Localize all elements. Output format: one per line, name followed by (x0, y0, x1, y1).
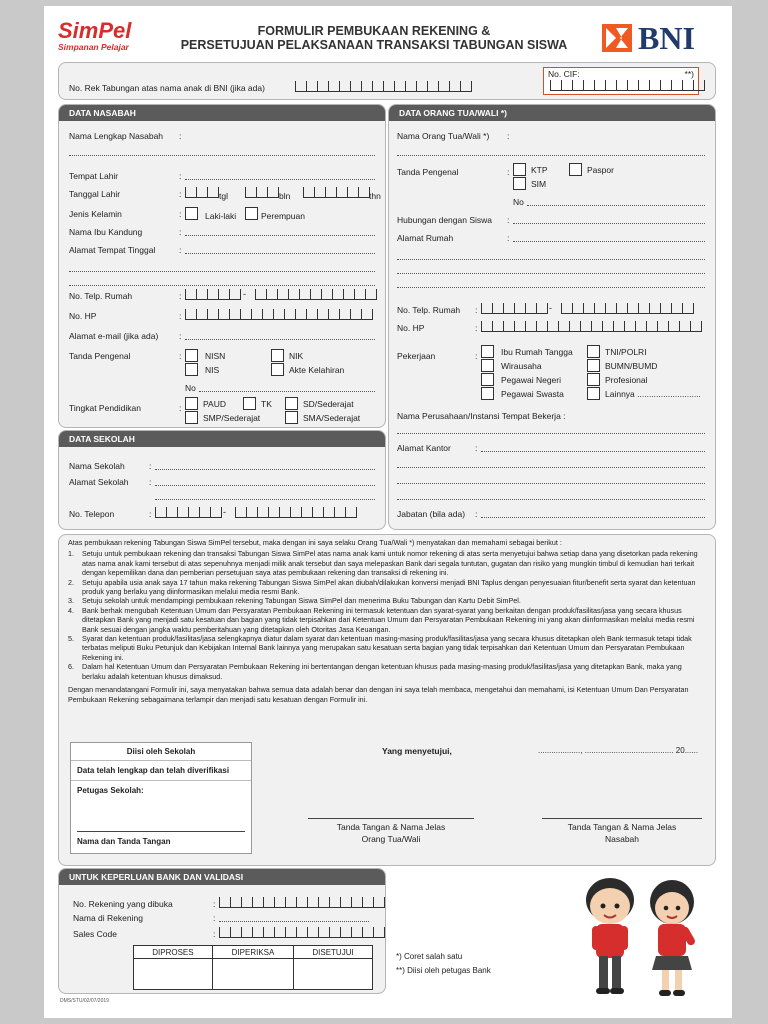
jabatan-line[interactable] (481, 509, 705, 518)
pekerjaan-label: Pekerjaan (397, 351, 436, 361)
ortu-hp-boxes[interactable] (481, 321, 702, 332)
lainnya-label: Lainnya ........................... (605, 389, 701, 399)
account-row (58, 62, 716, 100)
pns-label: Pegawai Negeri (501, 375, 562, 385)
cif-box (543, 67, 699, 95)
terms-item (68, 662, 704, 681)
diperiksa-cell[interactable] (212, 959, 293, 990)
alamat-tinggal-label: Alamat Tempat Tinggal (69, 245, 156, 255)
tni-label: TNI/POLRI (605, 347, 647, 357)
simpel-logo (58, 20, 148, 60)
terms-item-text: Setuju sekolah untuk mendampingi pembukaan rekening Tabungan Siswa SimPel dan menerima Buku Tabungan dan Kartu Debit SimPel. (82, 596, 521, 606)
nama-rekening-label: Nama di Rekening (73, 913, 143, 923)
colon: : (475, 509, 478, 519)
nama-ortu-label: Nama Orang Tua/Wali *) (397, 131, 490, 141)
ortu-pengenal-no-line[interactable] (527, 197, 705, 206)
colon: : (179, 131, 182, 141)
alamat-kantor-label: Alamat Kantor (397, 443, 451, 453)
ortu-hp-label: No. HP (397, 323, 425, 333)
colon: : (179, 209, 182, 219)
ttd-ortu-label-2: Orang Tua/Wali (361, 834, 421, 844)
thn-boxes[interactable] (303, 187, 370, 198)
colon: : (507, 131, 510, 141)
form-title-line1: FORMULIR PEMBUKAAN REKENING & (257, 24, 491, 38)
jabatan-label: Jabatan (bila ada) (397, 509, 466, 519)
terms-text (68, 538, 704, 704)
ortu-sign-line[interactable] (308, 818, 474, 819)
pengenal-no-line[interactable] (199, 383, 375, 392)
terms-item-text: Setuju apabila usia anak saya 17 tahun maka rekening Tabungan Siswa SimPel akan diubah/dilakukan konversi menjadi BNI Taplus dengan penyesuaian fitur/benefit serta syarat dan ketentuan produk yang berlaku yang diinformasikan melalui media resmi Bank. (82, 577, 696, 597)
lainnya-checkbox[interactable] (587, 387, 600, 400)
nama-lengkap-line[interactable] (69, 147, 375, 156)
diperiksa-header: DIPERIKSA (212, 946, 293, 959)
nama-rekening-line[interactable] (219, 913, 369, 922)
perempuan-label: Perempuan (261, 211, 305, 221)
ortu-pengenal-label: Tanda Pengenal (397, 167, 459, 177)
colon: : (179, 331, 182, 341)
nasabah-sign-line[interactable] (542, 818, 702, 819)
alamat-tinggal-line[interactable] (185, 245, 375, 254)
paspor-checkbox[interactable] (569, 163, 582, 176)
form-title-line2: PERSETUJUAN PELAKSANAAN TRANSAKSI TABUNGAN SISWA (180, 38, 568, 52)
colon: : (179, 403, 182, 413)
bumn-checkbox[interactable] (587, 359, 600, 372)
alamat-kantor-line-4[interactable] (397, 491, 705, 500)
alamat-tinggal-line-2[interactable] (69, 263, 375, 272)
alamat-rumah-line[interactable] (513, 233, 705, 242)
cif-label: No. CIF: (548, 69, 580, 79)
nisn-checkbox[interactable] (185, 349, 198, 362)
nama-perusahaan-label: Nama Perusahaan/Instansi Tempat Bekerja : (397, 411, 566, 421)
colon: : (475, 351, 478, 361)
wirausaha-checkbox[interactable] (481, 359, 494, 372)
data-lengkap-label: Data telah lengkap dan telah diverifikasi (71, 761, 251, 781)
sd-label: SD/Sederajat (303, 399, 354, 409)
date-line[interactable]: ..................., ........................................ 20...... (538, 746, 699, 755)
form-sheet (44, 6, 732, 1018)
paud-checkbox[interactable] (185, 397, 198, 410)
colon: : (149, 461, 152, 471)
data-ortu-header: DATA ORANG TUA/WALI *) (389, 105, 715, 121)
note-coret: *) Coret salah satu (396, 952, 463, 961)
rek-tabungan-label: No. Rek Tabungan atas nama anak di BNI (jika ada) (69, 83, 265, 93)
nama-ibu-line[interactable] (185, 227, 375, 236)
terms-number: 1. (68, 549, 74, 559)
bni-logo (602, 22, 718, 54)
email-line[interactable] (185, 331, 375, 340)
no-hp-boxes[interactable] (185, 309, 373, 320)
sd-checkbox[interactable] (285, 397, 298, 410)
colon: : (179, 311, 182, 321)
sim-checkbox[interactable] (513, 177, 526, 190)
jenis-kelamin-label: Jenis Kelamin (69, 209, 122, 219)
tingkat-pendidikan-label: Tingkat Pendidikan (69, 403, 141, 413)
cif-mark: **) (684, 69, 694, 79)
tk-label: TK (261, 399, 272, 409)
tanggal-lahir-label: Tanggal Lahir (69, 189, 121, 199)
ortu-pengenal-no-label: No (513, 197, 524, 207)
alamat-sekolah-label: Alamat Sekolah (69, 477, 129, 487)
swasta-label: Pegawai Swasta (501, 389, 564, 399)
note-petugas: **) Diisi oleh petugas Bank (396, 966, 491, 975)
no-telepon-label: No. Telepon (69, 509, 115, 519)
thn-label: thn (369, 191, 381, 201)
alamat-sekolah-line[interactable] (155, 477, 375, 486)
pns-checkbox[interactable] (481, 373, 494, 386)
nama-ibu-label: Nama Ibu Kandung (69, 227, 143, 237)
colon: : (149, 477, 152, 487)
ktp-label: KTP (531, 165, 548, 175)
ortu-telp-area-boxes[interactable] (481, 303, 548, 314)
boy-mascot-icon (586, 878, 634, 994)
perempuan-checkbox[interactable] (245, 207, 258, 220)
ibu-rt-label: Ibu Rumah Tangga (501, 347, 573, 357)
terms-intro: Atas pembukaan rekening Tabungan Siswa SimPel tersebut, maka dengan ini saya selaku Orang Tua/Wali *) menyatakan dan memahami sebagai berikut : (68, 538, 562, 547)
sekolah-telp-number-boxes[interactable] (235, 507, 357, 518)
sim-label: SIM (531, 179, 547, 189)
terms-item-text: Syarat dan ketentuan produk/fasilitas/jasa selengkapnya diatur dalam syarat dan ketentuan masing-masing produk/fasilitas/jasa yang secara khusus ditetapkan oleh Bank termasuk tetapi tidak terbatas meliputi Buku Petunjuk dan Kebijakan Internal Bank lainnya yang merupakan satu kesatuan serta bagian yang tidak terpisahkan dari Ketentuan Umum dan Persyaratan Pembukaan Rekening ini. (82, 634, 692, 662)
ibu-rt-checkbox[interactable] (481, 345, 494, 358)
student-mascots-illustration (552, 872, 732, 1012)
form-code: DMS/STU/02/07/2019 (60, 998, 109, 1004)
ttd-ortu-label-1: Tanda Tangan & Nama Jelas (336, 822, 446, 832)
no-rekening-label: No. Rekening yang dibuka (73, 899, 173, 909)
colon: : (213, 899, 216, 909)
profesional-label: Profesional (605, 375, 648, 385)
bank-use-header: UNTUK KEPERLUAN BANK DAN VALIDASI (59, 869, 385, 885)
disetujui-cell[interactable] (294, 959, 373, 990)
colon: : (179, 291, 182, 301)
terms-item (68, 606, 704, 634)
cif-boxes[interactable] (550, 80, 705, 91)
diproses-cell[interactable] (134, 959, 213, 990)
no-hp-label: No. HP (69, 311, 97, 321)
terms-number: 6. (68, 662, 74, 672)
terms-item (68, 549, 704, 577)
rek-tabungan-boxes[interactable] (295, 81, 472, 92)
petugas-label: Petugas Sekolah: (77, 786, 144, 795)
terms-number: 2. (68, 577, 74, 587)
paud-label: PAUD (203, 399, 226, 409)
bln-boxes[interactable] (245, 187, 279, 198)
form-title (174, 24, 574, 52)
data-sekolah-header: DATA SEKOLAH (59, 431, 385, 447)
colon: : (213, 929, 216, 939)
telp-number-boxes[interactable] (255, 289, 377, 300)
girl-mascot-icon (650, 880, 696, 996)
data-nasabah-panel (58, 104, 386, 428)
alamat-rumah-line-2[interactable] (397, 251, 705, 260)
paspor-label: Paspor (587, 165, 614, 175)
dash: - (549, 303, 552, 313)
terms-item (68, 634, 704, 662)
sma-checkbox[interactable] (285, 411, 298, 424)
nama-ttd-label: Nama dan Tanda Tangan (77, 837, 171, 846)
tk-checkbox[interactable] (243, 397, 256, 410)
colon: : (507, 215, 510, 225)
colon: : (179, 189, 182, 199)
akte-label: Akte Kelahiran (289, 365, 345, 375)
data-sekolah-panel (58, 430, 386, 530)
nama-lengkap-label: Nama Lengkap Nasabah (69, 131, 164, 141)
dash: - (243, 289, 246, 299)
alamat-kantor-line-3[interactable] (397, 475, 705, 484)
terms-item-text: Dalam hal Ketentuan Umum dan Persyaratan Pembukaan Rekening ini bertentangan dengan ketentuan khusus pada masing-masing produk/fasilitas/jasa yang ditetapkan Bank, maka yang berlaku adalah ketentuan khusus dimaksud. (82, 662, 682, 681)
laki-checkbox[interactable] (185, 207, 198, 220)
terms-closing: Dengan menandatangani Formulir ini, saya menyatakan bahwa semua data adalah benar dan dengan ini saya telah membaca, mengetahui dan memahami, isi Ketentuan Umum Dan Persyaratan Pembukaan Rekening sebagaimana terlampir dan menjadi satu kesatuan dengan Formulir ini. (68, 685, 689, 704)
bank-use-panel (58, 868, 386, 994)
terms-number: 5. (68, 634, 74, 644)
sales-code-label: Sales Code (73, 929, 117, 939)
ktp-checkbox[interactable] (513, 163, 526, 176)
laki-label: Laki-laki (205, 211, 237, 221)
colon: : (149, 509, 152, 519)
telp-rumah-label: No. Telp. Rumah (69, 291, 133, 301)
yang-menyetujui-label: Yang menyetujui, (382, 746, 452, 756)
validation-table (133, 945, 373, 990)
colon: : (507, 233, 510, 243)
terms-number: 4. (68, 605, 74, 615)
ttd-nasabah-label-2: Nasabah (604, 834, 640, 844)
terms-number: 3. (68, 596, 74, 606)
nama-sekolah-label: Nama Sekolah (69, 461, 125, 471)
alamat-rumah-line-3[interactable] (397, 265, 705, 274)
bni-logo-mark-icon (602, 24, 632, 52)
hubungan-line[interactable] (513, 215, 705, 224)
diproses-header: DIPROSES (134, 946, 213, 959)
bni-logo-text: BNI (638, 20, 695, 56)
dash: - (223, 507, 226, 517)
bln-label: bln (279, 191, 291, 201)
tempat-lahir-label: Tempat Lahir (69, 171, 119, 181)
petugas-sign-line[interactable] (77, 831, 245, 832)
nama-perusahaan-line[interactable] (397, 425, 705, 434)
nis-label: NIS (205, 365, 220, 375)
colon: : (213, 913, 216, 923)
nisn-label: NISN (205, 351, 226, 361)
sekolah-telp-area-boxes[interactable] (155, 507, 222, 518)
nama-sekolah-line[interactable] (155, 461, 375, 470)
akte-checkbox[interactable] (271, 363, 284, 376)
data-nasabah-header: DATA NASABAH (59, 105, 385, 121)
profesional-checkbox[interactable] (587, 373, 600, 386)
ttd-nasabah-label-1: Tanda Tangan & Nama Jelas (567, 822, 677, 832)
alamat-kantor-line[interactable] (481, 443, 705, 452)
sma-label: SMA/Sederajat (303, 413, 361, 423)
alamat-sekolah-line-2[interactable] (155, 491, 375, 500)
colon: : (475, 323, 478, 333)
no-rekening-boxes[interactable] (219, 897, 385, 908)
colon: : (507, 167, 510, 177)
nik-label: NIK (289, 351, 304, 361)
diisi-sekolah-label: Diisi oleh Sekolah (71, 743, 251, 761)
terms-item (68, 578, 704, 597)
nis-checkbox[interactable] (185, 363, 198, 376)
disetujui-header: DISETUJUI (294, 946, 373, 959)
simpel-logo-subtext: Simpanan Pelajar (58, 42, 129, 52)
terms-item-text: Bank berhak mengubah Ketentuan Umum dan Persyaratan Pembukaan Rekening ini termasuk ketentuan dan syarat-syarat yang berkaitan dengan produk/fasilitas/jasa yang secara khusus ditetapkan Bank yang menjadi satu kesatuan dan bagian yang tidak terpisahkan dari Ketentuan Umum dan Persyaratan Pembukaan Rekening ini yang akan diinformasikan melalui media resmi Bank sesuai dengan jangka waktu pemberitahuan yang ditetapkan oleh Otoritas Jasa Keuangan. (82, 605, 695, 634)
tni-checkbox[interactable] (587, 345, 600, 358)
ortu-telp-number-boxes[interactable] (561, 303, 694, 314)
alamat-tinggal-line-3[interactable] (69, 277, 375, 286)
tgl-boxes[interactable] (185, 187, 219, 198)
simpel-logo-text: SimPel (58, 18, 132, 43)
telp-area-boxes[interactable] (185, 289, 241, 300)
smp-label: SMP/Sederajat (203, 413, 261, 423)
ortu-telp-label: No. Telp. Rumah (397, 305, 461, 315)
alamat-rumah-line-4[interactable] (397, 279, 705, 288)
email-label: Alamat e-mail (jika ada) (69, 331, 159, 341)
nik-checkbox[interactable] (271, 349, 284, 362)
nama-ortu-line[interactable] (397, 147, 705, 156)
data-ortu-panel (388, 104, 716, 530)
hubungan-label: Hubungan dengan Siswa (397, 215, 492, 225)
colon: : (475, 443, 478, 453)
smp-checkbox[interactable] (185, 411, 198, 424)
terms-item (68, 596, 704, 605)
swasta-checkbox[interactable] (481, 387, 494, 400)
wirausaha-label: Wirausaha (501, 361, 542, 371)
colon: : (179, 245, 182, 255)
colon: : (179, 351, 182, 361)
tanda-pengenal-label: Tanda Pengenal (69, 351, 131, 361)
alamat-rumah-label: Alamat Rumah (397, 233, 454, 243)
alamat-kantor-line-2[interactable] (397, 459, 705, 468)
colon: : (475, 305, 478, 315)
colon: : (179, 171, 182, 181)
pengenal-no-label: No (185, 383, 196, 393)
sales-code-boxes[interactable] (219, 927, 385, 938)
colon: : (179, 227, 182, 237)
tempat-lahir-line[interactable] (185, 171, 375, 180)
school-verify-box (70, 742, 252, 854)
bumn-label: BUMN/BUMD (605, 361, 658, 371)
terms-item-text: Setuju untuk pembukaan rekening dan transaksi Tabungan Siswa SimPel atas nama anak kami untuk nomor rekening di atas serta menyetujui bahwa setiap dana yang disetorkan pada rekening atas nama anak kami tersebut di atas sepenuhnya menjadi milik anak tersebut dan saya melepaskan Bank dari segala tuntutan, gugatan dan risiko yang mungkin timbul di kemudian hari terkait dengan kepemilikan dana dan pemberian persetujuan saya atas pembukaan rekening dan transaksi di rekening ini. (82, 549, 698, 578)
tgl-label: tgl (219, 191, 228, 201)
